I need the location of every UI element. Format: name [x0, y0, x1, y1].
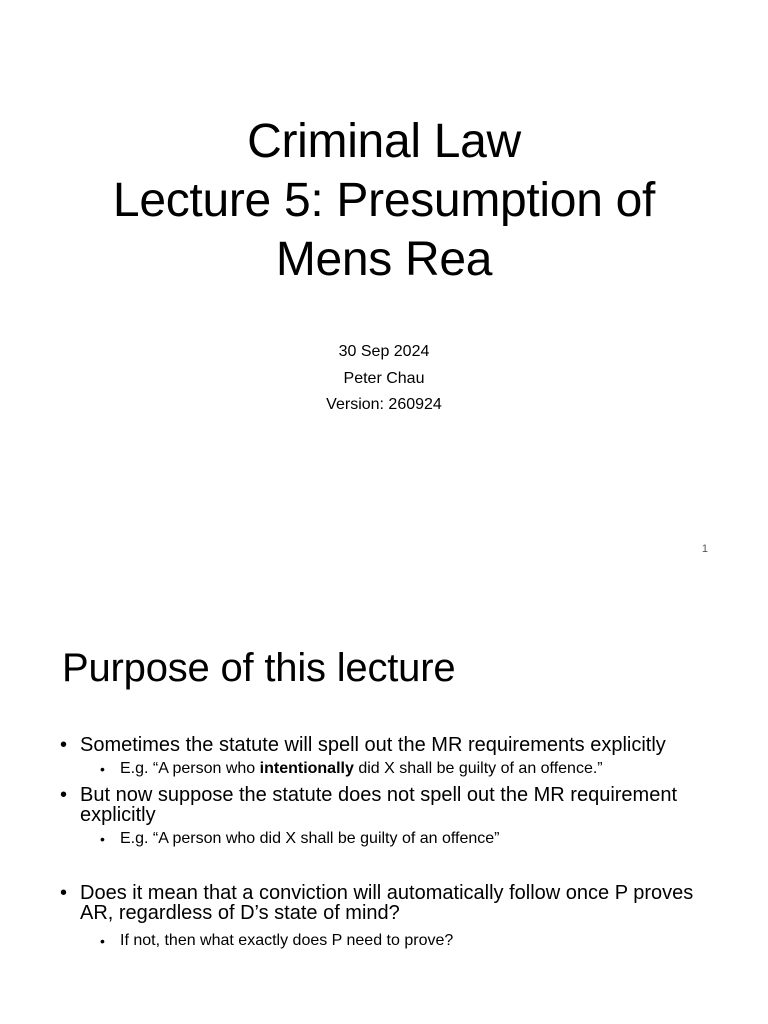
version-label: Version: 260924 — [326, 396, 442, 413]
sub-bullet-text-end: did X shall be guilty of an offence.” — [353, 760, 603, 777]
sub-bullet-list — [80, 931, 720, 951]
content-slide — [0, 580, 768, 1024]
bullet-dot-icon: • — [100, 761, 105, 777]
bullet-list — [60, 735, 720, 957]
author-name: Peter Chau — [343, 369, 425, 387]
bullet-dot-icon: • — [60, 882, 68, 904]
slide-meta — [0, 339, 768, 419]
slide-heading: Purpose of this lecture — [62, 646, 456, 690]
sub-bullet-item — [100, 759, 720, 779]
bullet-text: Does it mean that a conviction will automatically follow once P proves AR, regardless of D’s state of mind? — [80, 882, 694, 924]
sub-bullet-text: E.g. “A person who did X shall be guilty of an offence” — [120, 830, 500, 847]
page-number: 1 — [701, 543, 708, 555]
lecture-date: 30 Sep 2024 — [338, 343, 430, 360]
bullet-item — [60, 883, 720, 951]
bullet-text: Sometimes the statute will spell out the MR requirements explicitly — [80, 734, 666, 756]
slide-title — [0, 112, 768, 289]
emphasis-text: intentionally — [259, 760, 354, 777]
title-line: Criminal Law — [247, 115, 521, 168]
bullet-dot-icon: • — [60, 784, 68, 806]
bullet-dot-icon: • — [100, 831, 105, 847]
sub-bullet-text-start: E.g. “A person who — [120, 760, 260, 777]
bullet-text: But now suppose the statute does not spell out the MR requirement explicitly — [80, 784, 678, 826]
sub-bullet-text: If not, then what exactly does P need to prove? — [120, 932, 454, 949]
bullet-dot-icon: • — [100, 933, 105, 949]
title-line: Lecture 5: Presumption of — [112, 174, 656, 227]
sub-bullet-item — [100, 829, 720, 849]
bullet-item — [60, 735, 720, 779]
sub-bullet-list — [80, 829, 720, 849]
sub-bullet-item — [100, 931, 720, 951]
sub-bullet-list — [80, 759, 720, 779]
title-line: Mens Rea — [275, 233, 493, 286]
bullet-dot-icon: • — [60, 734, 68, 756]
bullet-item — [60, 785, 720, 849]
